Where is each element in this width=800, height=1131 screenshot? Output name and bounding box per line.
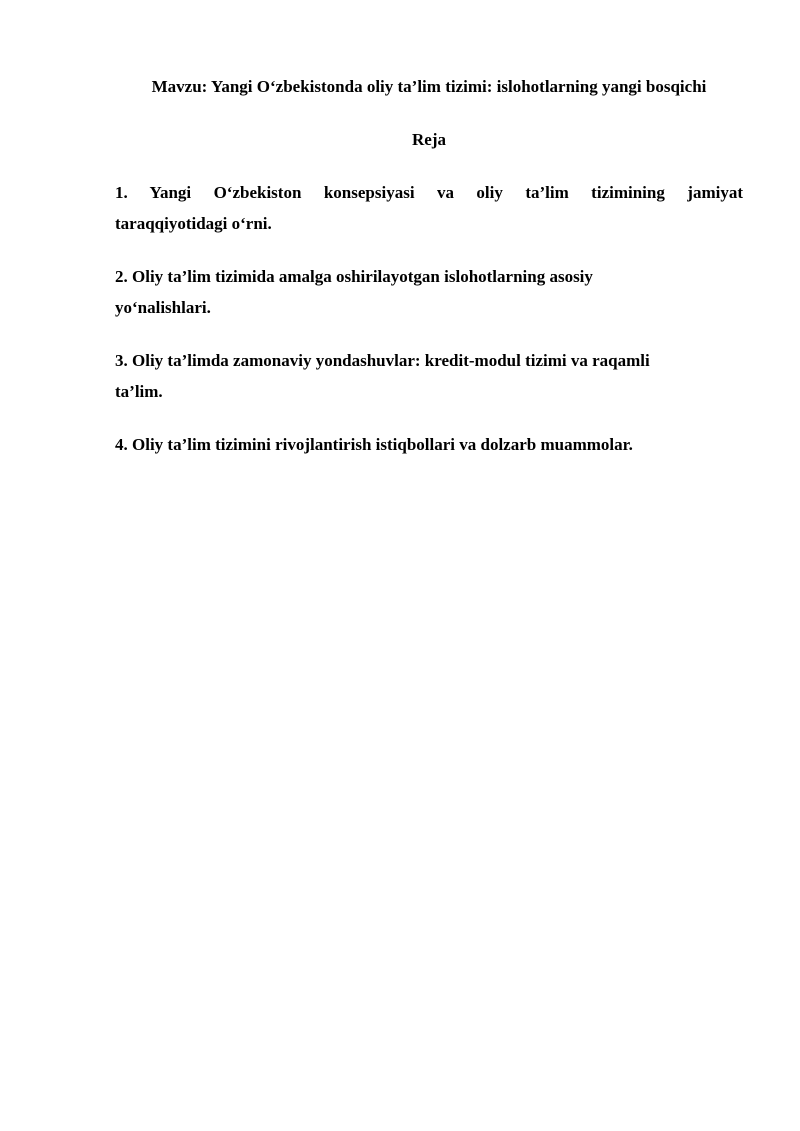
- plan-item-2-line-1: 2. Oliy ta’lim tizimida amalga oshirilayotgan islohotlarning asosiy: [115, 267, 593, 286]
- document-title: Mavzu: Yangi O‘zbekistonda oliy ta’lim tizimi: islohotlarning yangi bosqichi: [151, 77, 707, 96]
- plan-item-4: [115, 429, 743, 460]
- plan-item-2-line-2: yo‘nalishlari.: [115, 298, 211, 317]
- plan-item-1-line-1: 1. Yangi O‘zbekiston konsepsiyasi va oliy ta’lim tizimining jamiyat: [115, 183, 743, 202]
- plan-list: [115, 177, 743, 482]
- plan-item-1-line-2: taraqqiyotidagi o‘rni.: [115, 214, 272, 233]
- plan-item-4-line-1: 4. Oliy ta’lim tizimini rivojlantirish istiqbollari va dolzarb muammolar.: [115, 435, 633, 454]
- plan-item-3-line-1: 3. Oliy ta’limda zamonaviy yondashuvlar: kredit-modul tizimi va raqamli: [115, 351, 650, 370]
- plan-item-2: [115, 261, 743, 323]
- plan-item-3: [115, 345, 743, 407]
- plan-item-3-line-2: ta’lim.: [115, 382, 163, 401]
- plan-heading: Reja: [412, 130, 446, 149]
- plan-item-1: [115, 177, 743, 239]
